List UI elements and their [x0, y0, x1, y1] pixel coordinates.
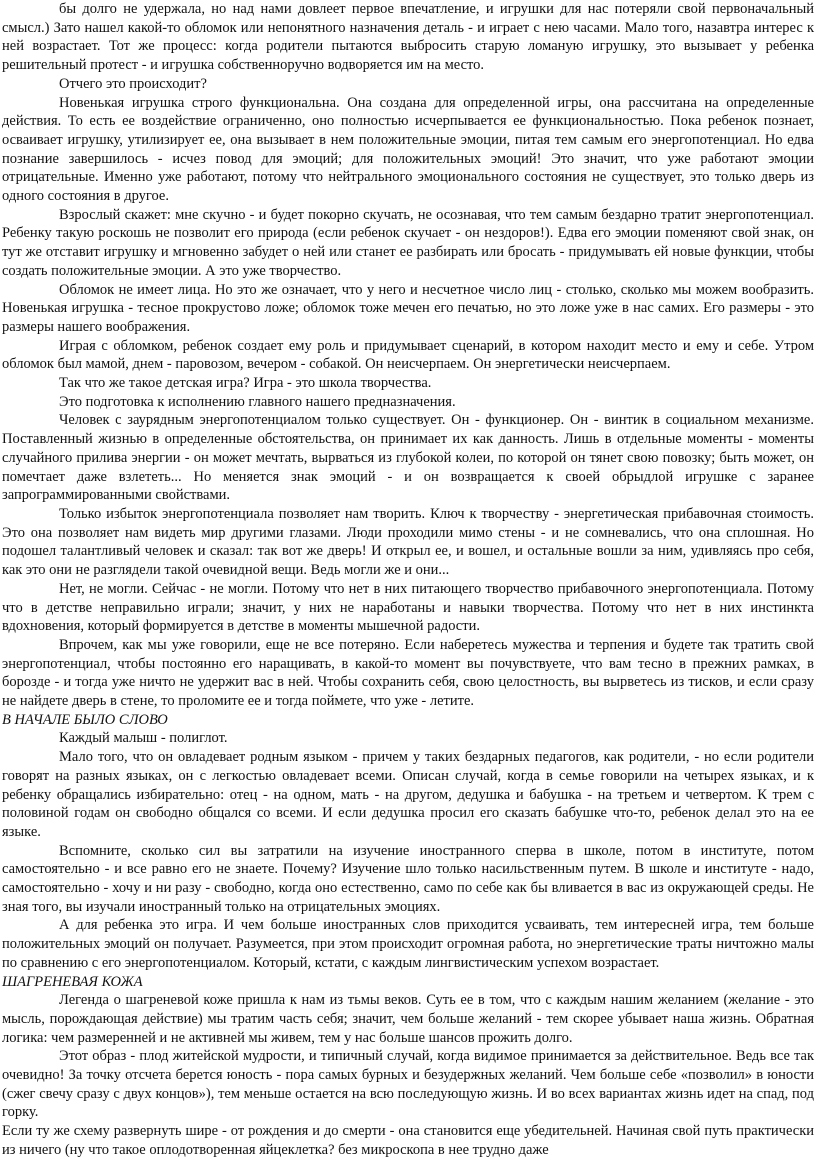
paragraph-11: Нет, не могли. Сейчас - не могли. Потому что нет в них питающего творчество прибавочного энергопотенциала. Потому что в детстве неправильно играли; значит, у них не наработаны и навыки творчества. Потому что нет в них инстинкта вдохновения, который формируется в детстве в моменты мышечной радости. — [2, 580, 814, 635]
paragraph-17: Легенда о шагреневой коже пришла к нам из тьмы веков. Суть ее в том, что с каждым нашим желанием (желание - это мысль, порождающая действие) мы тратим часть себя; значит, чем больше желаний - тем скорее убывает наша жизнь. Обратная логика: чем размеренней и не активней мы живем, тем у нас больше шансов прожить долго. — [2, 992, 814, 1046]
paragraph-8: Это подготовка к исполнению главного нашего предназначения. — [59, 393, 456, 410]
paragraph-3: Новенькая игрушка строго функциональна. Она создана для определенной игры, она рассчитана на определенные действия. То есть ее воздействие ограниченно, оно полностью исчерпывается ее функциональностью. Пока ребенок познает, осваивает игрушку, утилизирует ее, она вызывает в нем положительные эмоции, питая тем самым его энергопотенциал. Но едва познание завершилось - исчез повод для эмоций; для положительных эмоций! Это значит, что уже работают эмоции отрицательные. Именно уже работают, потому что нейтрального эмоционального состояния не существует, это только дверь из одного состояния в другое. — [2, 94, 814, 205]
section-heading-slovo: В НАЧАЛЕ БЫЛО СЛОВО — [2, 711, 168, 728]
paragraph-13: Каждый малыш - полиглот. — [59, 730, 228, 747]
paragraph-16: А для ребенка это игра. И чем больше иностранных слов приходится усваивать, тем интересней игра, тем больше положительных эмоций он получает. Разумеется, при этом происходит огромная работа, но энергетические траты ничтожно малы по сравнению с его энергопотенциалом. Который, кстати, с каждым лингвистическим успехом возрастает. — [2, 917, 814, 971]
paragraph-18: Этот образ - плод житейской мудрости, и типичный случай, когда видимое принимается за действительное. Ведь все так очевидно! За точку отсчета берется юность - пора самых бурных и безудержных желаний. Чем больше себе «позволил» в юности (сжег свечу сразу с двух концов»), тем меньше остается на всю последующую жизнь. И во всех вариантах жизнь идет на спад, под горку. — [2, 1048, 814, 1121]
paragraph-1: бы долго не удержала, но над нами довлеет первое впечатление, и игрушки для нас потеряли свой первоначальный смысл.) Зато нашел какой-то обломок или непонятного назначения деталь - и играет с нею часами. Мало того, назавтра интерес к ней возрастает. Тот же процесс: когда родители пытаются выбросить старую ломаную игрушку, это вызывает у ребенка решительный протест - и игрушка собственноручно водворяется им на место. — [2, 1, 814, 74]
section-heading-shagren: ШАГРЕНЕВАЯ КОЖА — [2, 973, 143, 990]
paragraph-2: Отчего это происходит? — [59, 75, 207, 92]
paragraph-15: Вспомните, сколько сил вы затратили на изучение иностранного сперва в школе, потом в институте, потом самостоятельно - и все равно его не знаете. Почему? Изучение шло только насильственным путем. В школе и институте - надо, самостоятельно - хочу и ни разу - свободно, когда оно естественно, само по себе как бы вливается в вас из окружающей среды. Не зная того, вы изучали иностранный только на отрицательных эмоциях. — [2, 842, 814, 915]
paragraph-6: Играя с обломком, ребенок создает ему роль и придумывает сценарий, в котором находит место и ему и себе. Утром обломок был мамой, днем - паровозом, вечером - собакой. Он неисчерпаем. Он энергетически неисчерпаем. — [2, 337, 814, 373]
paragraph-12: Впрочем, как мы уже говорили, еще не все потеряно. Если наберетесь мужества и терпения и будете так тратить свой энергопотенциал, чтобы постоянно его наращивать, в какой-то момент вы почувствуете, что вам тесно в прежних рамках, в борозде - и тогда уже ничто не удержит вас в ней. Чтобы сохранить себя, свою целостность, вы вырветесь из тисков, и если сразу не найдете дверь в стене, то проломите ее и тогда поймете, что уже - летите. — [2, 636, 814, 710]
paragraph-9: Человек с заурядным энергопотенциалом только существует. Он - функционер. Он - винтик в социальном механизме. Поставленный жизнью в определенные обстоятельства, он принимает их как данность. Лишь в отдельные моменты - моменты случайного прилива энергии - он может мечтать, вырваться из глубокой колеи, по которой он тянет свою повозку; быть может, он помечтает даже взлететь... Но меняется знак эмоций - и он возвращается к своей обрыдлой игрушке с заранее запрограммированными свойствами. — [2, 412, 814, 504]
paragraph-14: Мало того, что он овладевает родным языком - причем у таких бездарных педагогов, как родители, - но если родители говорят на разных языках, он с легкостью овладевает всеми. Описан случай, когда в семье говорили на четырех языках, и к ребенку обращались избирательно: отец - на одном, мать - на другом, дедушка и бабушка - на третьем и четвертом. К трем с половиной годам он свободно общался со всеми. И если дедушка просил его сказать бабушке что-то, ребенок делал это на ее языке. — [2, 749, 814, 840]
paragraph-10: Только избыток энергопотенциала позволяет нам творить. Ключ к творчеству - энергетическая прибавочная стоимость. Это она позволяет нам видеть мир другими глазами. Люди проходили мимо стены - и не сомневались, что она сплошная. Но подошел талантливый человек и сказал: так вот же дверь! И открыл ее, и вошел, и остальные вошли за ним, удивляясь про себя, как это они не разглядели такой очевидной вещи. Ведь могли же и они... — [2, 505, 814, 579]
paragraph-5: Обломок не имеет лица. Но это же означает, что у него и несчетное число лиц - столько, сколько мы можем вообразить. Новенькая игрушка - тесное прокрустово ложе; обломок тоже мечен его печатью, но это ложе уже в нас самих. Его размеры - это размеры нашего воображения. — [2, 281, 814, 335]
paragraph-7: Так что же такое детская игра? Игра - это школа творчества. — [59, 375, 432, 392]
paragraph-4: Взрослый скажет: мне скучно - и будет покорно скучать, не осознавая, что тем самым бездарно тратит энергопотенциал. Ребенку такую роскошь не позволит его природа (если ребенок скучает - он нездоров!). Едва его эмоции поменяют свой знак, он тут же отставит игрушку и мгновенно забудет о ней или станет ее разбирать или бросать - придумывать ей новые функции, чтобы создать положительные эмоции. А это уже творчество. — [2, 206, 814, 279]
paragraph-19: Если ту же схему развернуть шире - от рождения и до смерти - она становится еще убедительней. Начиная свой путь практически из ничего (ну что такое оплодотворенная яйцеклетка? без микроскопа в нее трудно даже — [2, 1123, 814, 1158]
